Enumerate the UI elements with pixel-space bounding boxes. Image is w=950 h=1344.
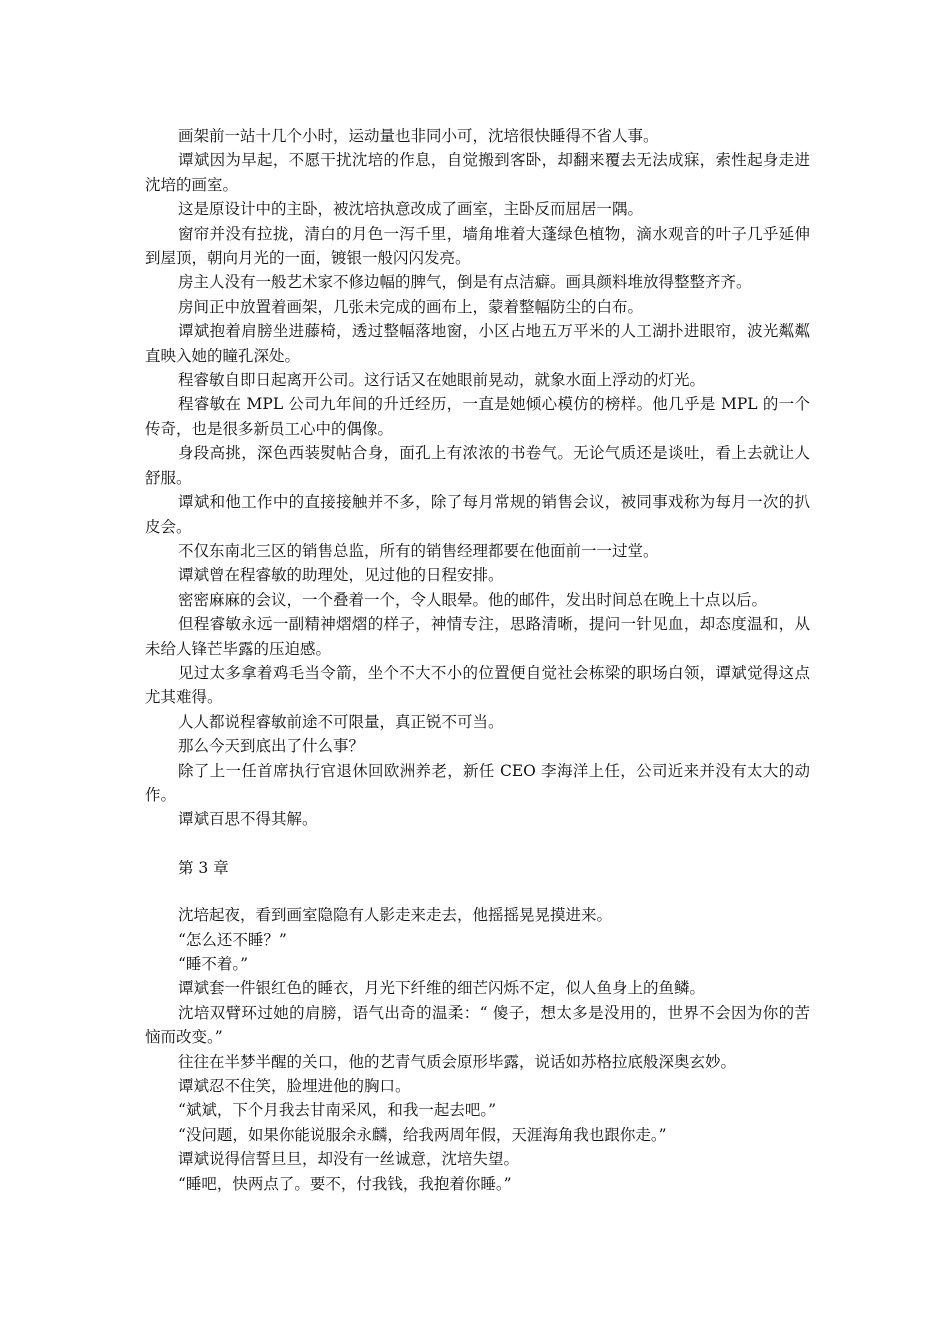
paragraph: “睡不着。” bbox=[178, 955, 249, 973]
paragraph: 往往在半梦半醒的关口，他的艺青气质会原形毕露，说话如苏格拉底般深奥玄妙。 bbox=[178, 1052, 737, 1071]
paragraph: 密密麻麻的会议，一个叠着一个，令人眼晕。他的邮件，发出时间总在晚上十点以后。 bbox=[178, 590, 768, 609]
paragraph: 谭斌曾在程睿敏的助理处，见过他的日程安排。 bbox=[178, 566, 504, 585]
paragraph: 谭斌套一件银红色的睡衣，月光下纤维的细芒闪烁不定，似人鱼身上的鱼鳞。 bbox=[178, 979, 706, 998]
paragraph: 谭斌和他工作中的直接接触并不多，除了每月常规的销售会议，被同事戏称为每月一次的扒皮会。 bbox=[145, 493, 810, 536]
paragraph: 谭斌抱着肩膀坐进藤椅，透过整幅落地窗，小区占地五万平米的人工湖扑进眼帘，波光粼粼直映入她的瞳孔深处。 bbox=[145, 322, 810, 365]
paragraph: 谭斌说得信誓旦旦，却没有一丝诚意，沈培失望。 bbox=[178, 1150, 520, 1169]
paragraph: 谭斌百思不得其解。 bbox=[178, 810, 318, 829]
paragraph: 谭斌因为早起，不愿干扰沈培的作息，自觉搬到客卧，却翻来覆去无法成寐，索性起身走进沈培的画室。 bbox=[145, 151, 810, 194]
paragraph: 程睿敏在 MPL 公司九年间的升迁经历，一直是她倾心模仿的榜样。他几乎是 MPL 的一个传奇，也是很多新员工心中的偶像。 bbox=[145, 395, 810, 438]
paragraph: 程睿敏自即日起离开公司。这行话又在她眼前晃动，就象水面上浮动的灯光。 bbox=[178, 371, 706, 390]
document-body bbox=[145, 124, 810, 1196]
paragraph: “斌斌，下个月我去甘南采风，和我一起去吧。” bbox=[178, 1101, 497, 1120]
section-after-chapter bbox=[145, 903, 810, 1196]
paragraph: “怎么还不睡？” bbox=[178, 930, 287, 949]
paragraph: 这是原设计中的主卧，被沈培执意改成了画室，主卧反而屈居一隅。 bbox=[178, 200, 644, 219]
paragraph: 房间正中放置着画架，几张未完成的画布上，蒙着整幅防尘的白布。 bbox=[178, 297, 644, 316]
paragraph: 那么今天到底出了什么事？ bbox=[178, 737, 365, 756]
paragraph: 见过太多拿着鸡毛当令箭，坐个不大不小的位置便自觉社会栋梁的职场白领，谭斌觉得这点尤其难得。 bbox=[145, 663, 810, 707]
paragraph: 沈培起夜，看到画室隐隐有人影走来走去，他摇摇晃晃摸进来。 bbox=[178, 906, 613, 925]
paragraph: 不仅东南北三区的销售总监，所有的销售经理都要在他面前一一过堂。 bbox=[178, 541, 659, 560]
paragraph: 房主人没有一般艺术家不修边幅的脾气，倒是有点洁癖。画具颜料堆放得整整齐齐。 bbox=[178, 273, 752, 292]
paragraph: 除了上一任首席执行官退休回欧洲养老，新任 CEO 李海洋上任，公司近来并没有太大的动作。 bbox=[145, 761, 810, 804]
chapter-heading: 第 3 章 bbox=[178, 858, 229, 877]
paragraph: “没问题，如果你能说服余永麟，给我两周年假，天涯海角我也跟你走。” bbox=[178, 1125, 667, 1144]
paragraph: 画架前一站十几个小时，运动量也非同小可，沈培很快睡得不省人事。 bbox=[178, 127, 659, 145]
paragraph: 身段高挑，深色西装熨帖合身，面孔上有浓浓的书卷气。无论气质还是谈吐，看上去就让人舒服。 bbox=[145, 444, 810, 487]
paragraph: 窗帘并没有拉拢，清白的月色一泻千里，墙角堆着大蓬绿色植物，滴水观音的叶子几乎延伸到屋顶，朝向月光的一面，镀银一般闪闪发亮。 bbox=[145, 224, 810, 268]
paragraph: “睡吧，快两点了。要不，付我钱，我抱着你睡。” bbox=[178, 1174, 512, 1193]
paragraph: 人人都说程睿敏前途不可限量，真正锐不可当。 bbox=[178, 712, 504, 731]
paragraph: 但程睿敏永远一副精神熠熠的样子，神情专注，思路清晰，提问一针见血，却态度温和，从未给人锋芒毕露的压迫感。 bbox=[145, 615, 810, 658]
paragraph: 沈培双臂环过她的肩膀，语气出奇的温柔：“ 傻子，想太多是没用的，世界不会因为你的苦恼而改变。” bbox=[145, 1003, 810, 1047]
section-before-chapter bbox=[145, 124, 810, 832]
paragraph: 谭斌忍不住笑，脸埋进他的胸口。 bbox=[178, 1077, 411, 1096]
